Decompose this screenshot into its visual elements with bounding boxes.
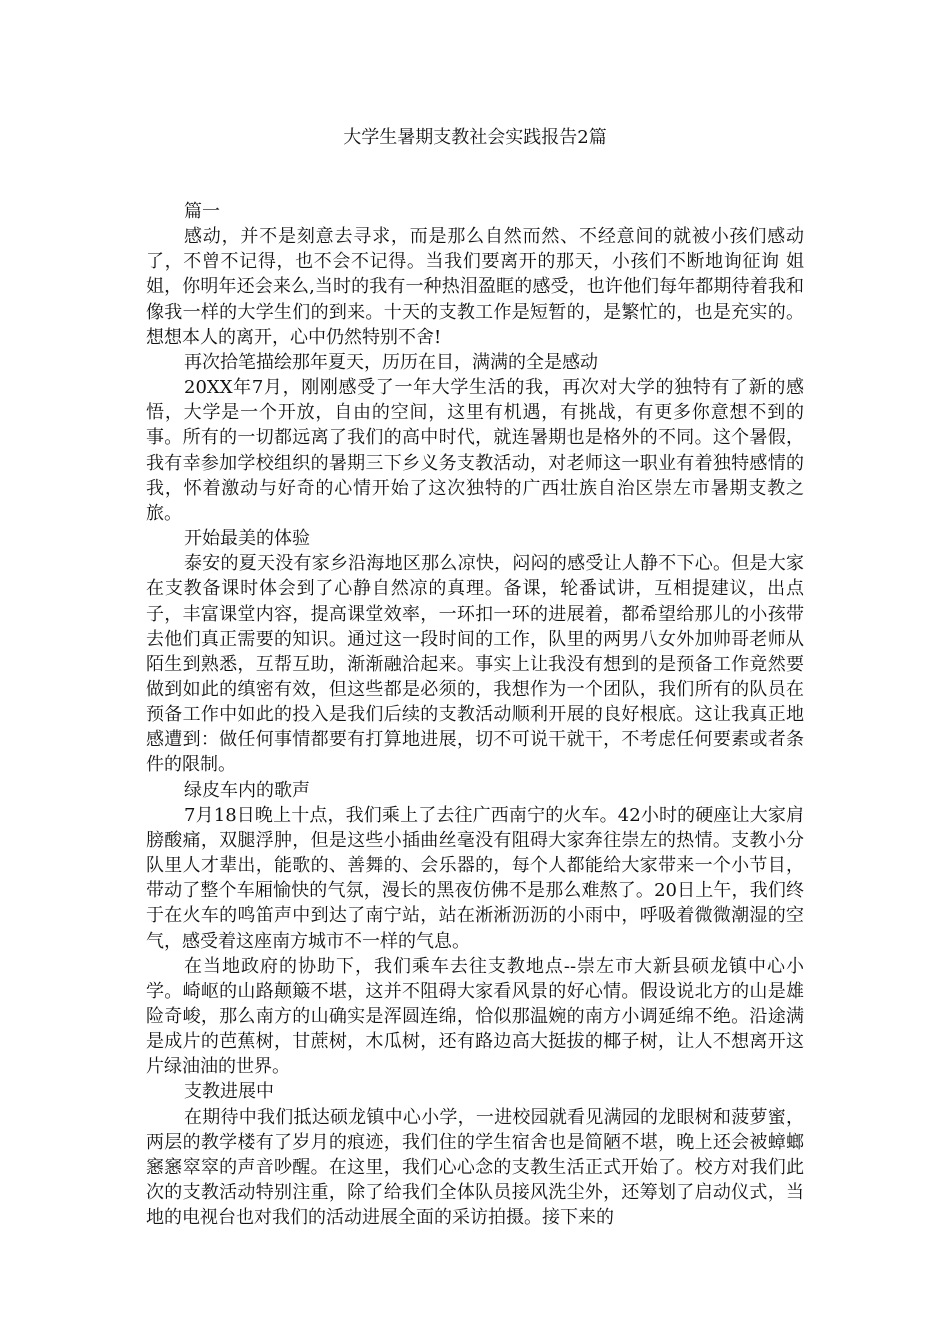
- document-body: [146, 199, 804, 1230]
- paragraph: 开始最美的体验: [184, 528, 310, 550]
- paragraph: 在期待中我们抵达硕龙镇中心小学，一进校园就看见满园的龙眼树和菠萝蜜，两层的教学楼有了岁月的痕迹，我们住的学生宿舍也是简陋不堪，晚上还会被蟑螂窸窸窣窣的声音吵醒。在这里，我们心心念的支教生活正式开始了。校方对我们此次的支教活动特别注重，除了给我们全体队员接风洗尘外，还筹划了启动仪式，当地的电视台也对我们的活动进展全面的采访拍摄。接下来的: [146, 1106, 804, 1229]
- paragraph: 感动，并不是刻意去寻求，而是那么自然而然、不经意间的就被小孩们感动了，不曾不记得，也不会不记得。当我们要离开的那天，小孩们不断地询征询 姐姐，你明年还会来么,当时的我有一种热泪盈眶的感受，也许他们每年都期待着我和像我一样的大学生们的到来。十天的支教工作是短暂的，是繁忙的，也是充实的。想想本人的离开，心中仍然特别不舍!: [146, 226, 804, 348]
- paragraph: 在当地政府的协助下，我们乘车去往支教地点--崇左市大新县硕龙镇中心小学。崎岖的山路颠簸不堪，这并不阻碍大家看风景的好心情。假设说北方的山是雄险奇峻，那么南方的山确实是浑圆连绵，恰似那温婉的南方小调延绵不绝。沿途满是成片的芭蕉树，甘蔗树，木瓜树，还有路边高大挺拔的椰子树，让人不想离开这片绿油油的世界。: [146, 955, 804, 1078]
- paragraph: 7月18日晚上十点，我们乘上了去往广西南宁的火车。42小时的硬座让大家肩膀酸痛，双腿浮肿，但是这些小插曲丝毫没有阻碍大家奔往崇左的热情。支教小分队里人才辈出，能歌的、善舞的、会乐器的，每个人都能给大家带来一个小节目，带动了整个车厢愉快的气氛，漫长的黑夜仿佛不是那么难熬了。20日上午，我们终于在火车的鸣笛声中到达了南宁站，站在淅淅沥沥的小雨中，呼吸着微微潮湿的空气，感受着这座南方城市不一样的气息。: [146, 804, 804, 952]
- paragraph: 绿皮车内的歌声: [184, 779, 310, 801]
- paragraph: 20XX年7月，刚刚感受了一年大学生活的我，再次对大学的独特有了新的感悟，大学是一个开放，自由的空间，这里有机遇，有挑战，有更多你意想不到的事。所有的一切都远离了我们的高中时代，就连暑期也是格外的不同。这个暑假，我有幸参加学校组织的暑期三下乡义务支教活动，对老师这一职业有着独特感情的我，怀着激动与好奇的心情开始了这次独特的广西壮族自治区崇左市暑期支教之旅。: [146, 377, 804, 524]
- paragraph: 泰安的夏天没有家乡沿海地区那么凉快，闷闷的感受让人静不下心。但是大家在支教备课时体会到了心静自然凉的真理。备课，轮番试讲，互相提建议，出点子，丰富课堂内容，提高课堂效率，一环扣一环的进展着，都希望给那儿的小孩带去他们真正需要的知识。通过这一段时间的工作，队里的两男八女外加帅哥老师从陌生到熟悉，互帮互助，渐渐融洽起来。事实上让我没有想到的是预备工作竟然要做到如此的缜密有效，但这些都是必须的，我想作为一个团队，我们所有的队员在预备工作中如此的投入是我们后续的支教活动顺利开展的良好根底。这让我真正地感遭到：做任何事情都要有打算地进展，切不可说干就干，不考虑任何要素或者条件的限制。: [146, 553, 804, 776]
- document-title: 大学生暑期支教社会实践报告2篇: [343, 127, 607, 148]
- paragraph: 支教进展中: [184, 1081, 274, 1103]
- paragraph: 再次拾笔描绘那年夏天，历历在目，满满的全是感动: [184, 351, 598, 373]
- paragraph: 篇一: [184, 201, 220, 222]
